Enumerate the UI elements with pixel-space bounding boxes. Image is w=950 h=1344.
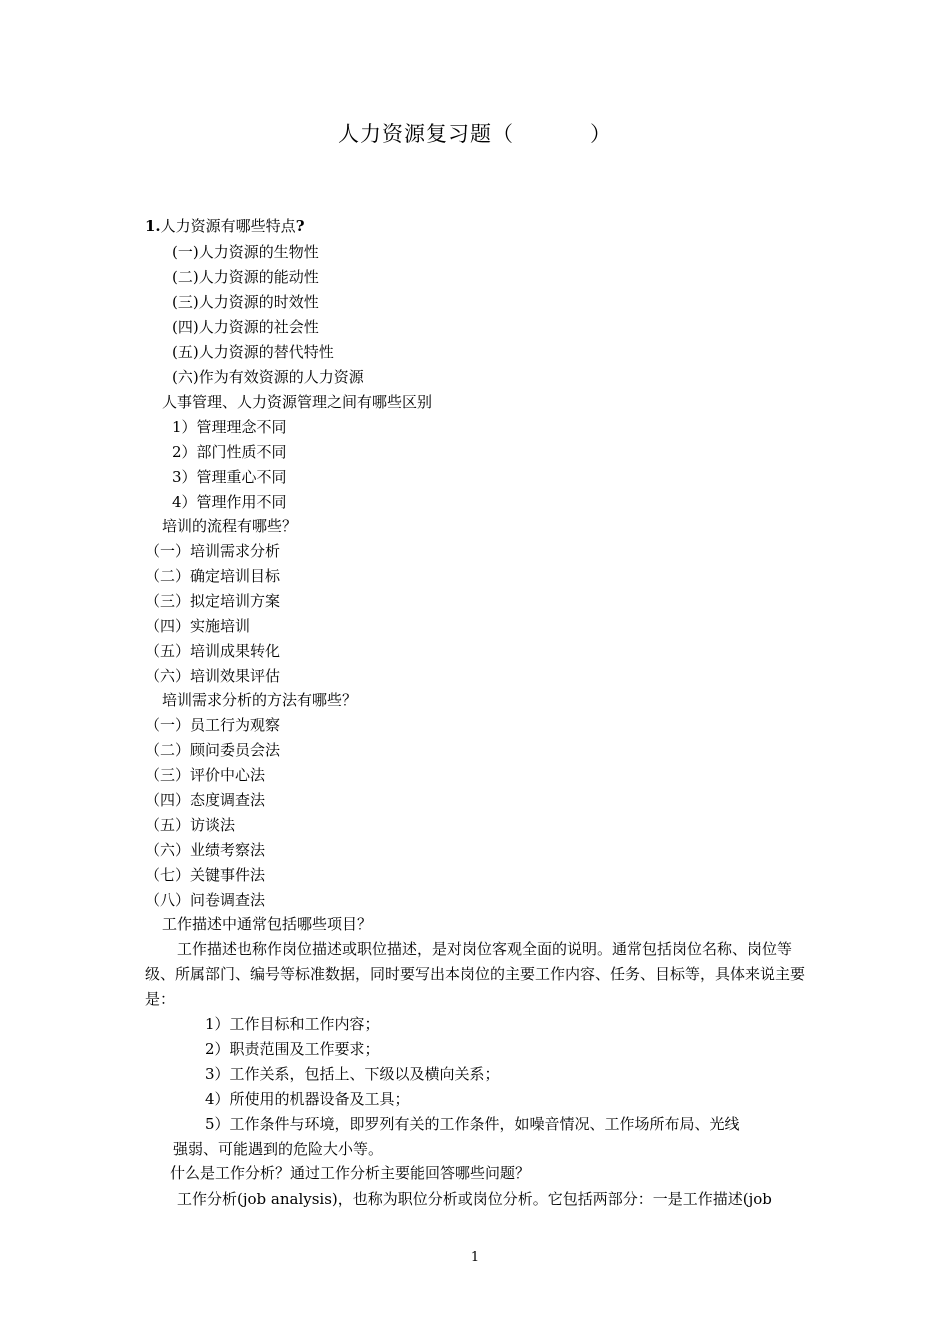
list-item: 2）职责范围及工作要求； [205, 1040, 380, 1058]
list-item: 2）部门性质不同 [172, 443, 287, 461]
list-item: (三)人力资源的时效性 [172, 293, 319, 311]
title-close-paren: ） [590, 122, 612, 146]
list-item: （四）实施培训 [145, 617, 251, 635]
list-item: (四)人力资源的社会性 [172, 318, 319, 336]
list-item: (二)人力资源的能动性 [172, 268, 319, 286]
list-item: （二）顾问委员会法 [145, 741, 281, 759]
list-item: 3）管理重心不同 [172, 468, 287, 486]
list-item: （六）业绩考察法 [145, 841, 266, 859]
list-item: （七）关键事件法 [145, 866, 266, 884]
list-item: （五）访谈法 [145, 816, 236, 834]
paragraph [145, 937, 813, 1012]
list-item: （五）培训成果转化 [145, 642, 281, 660]
page-number: 1 [470, 1250, 480, 1265]
list-item: （六）培训效果评估 [145, 667, 281, 685]
list-item: （四）态度调查法 [145, 791, 266, 809]
question-6-heading: 什么是工作分析？通过工作分析主要能回答哪些问题？ [170, 1164, 531, 1182]
list-item: （一）员工行为观察 [145, 716, 281, 734]
list-item: (五)人力资源的替代特性 [172, 343, 334, 361]
list-item: （一）培训需求分析 [145, 542, 281, 560]
question-2-heading: 人事管理、人力资源管理之间有哪些区别 [162, 393, 433, 411]
title-text: 人力资源复习题（ [338, 122, 514, 146]
list-item: 3）工作关系，包括上、下级以及横向关系； [205, 1065, 500, 1083]
list-item: (一)人力资源的生物性 [172, 243, 319, 261]
list-item: （三）评价中心法 [145, 766, 266, 784]
page-title [0, 118, 950, 148]
question-mark: ? [295, 217, 305, 235]
list-item: 1）工作目标和工作内容； [205, 1015, 380, 1033]
list-item: 5）工作条件与环境，即罗列有关的工作条件，如噪音情况、工作场所布局、光线 [205, 1115, 740, 1133]
list-item: 4）所使用的机器设备及工具； [205, 1090, 410, 1108]
question-4-heading: 培训需求分析的方法有哪些？ [162, 691, 358, 709]
list-item: 1）管理理念不同 [172, 418, 287, 436]
question-5-heading: 工作描述中通常包括哪些项目？ [162, 915, 373, 933]
list-item: 4）管理作用不同 [172, 493, 287, 511]
list-item: （二）确定培训目标 [145, 567, 281, 585]
question-3-heading: 培训的流程有哪些？ [162, 517, 298, 535]
question-text: 人力资源有哪些特点 [160, 217, 296, 235]
question-number: 1. [145, 217, 161, 235]
paragraph-text: 工作描述也称作岗位描述或职位描述，是对岗位客观全面的说明。通常包括岗位名称、岗位等级、所属部门、编号等标准数据，同时要写出本岗位的主要工作内容、任务、目标等，具体来说主要是： [145, 940, 806, 1008]
question-1-heading [145, 216, 304, 236]
list-item: （三）拟定培训方案 [145, 592, 281, 610]
list-item-continuation: 强弱、可能遇到的危险大小等。 [173, 1140, 384, 1158]
list-item: (六)作为有效资源的人力资源 [172, 368, 364, 386]
list-item: （八）问卷调查法 [145, 891, 266, 909]
paragraph: 工作分析(job analysis)，也称为职位分析或岗位分析。它包括两部分：一是工作描述(job [177, 1190, 772, 1208]
